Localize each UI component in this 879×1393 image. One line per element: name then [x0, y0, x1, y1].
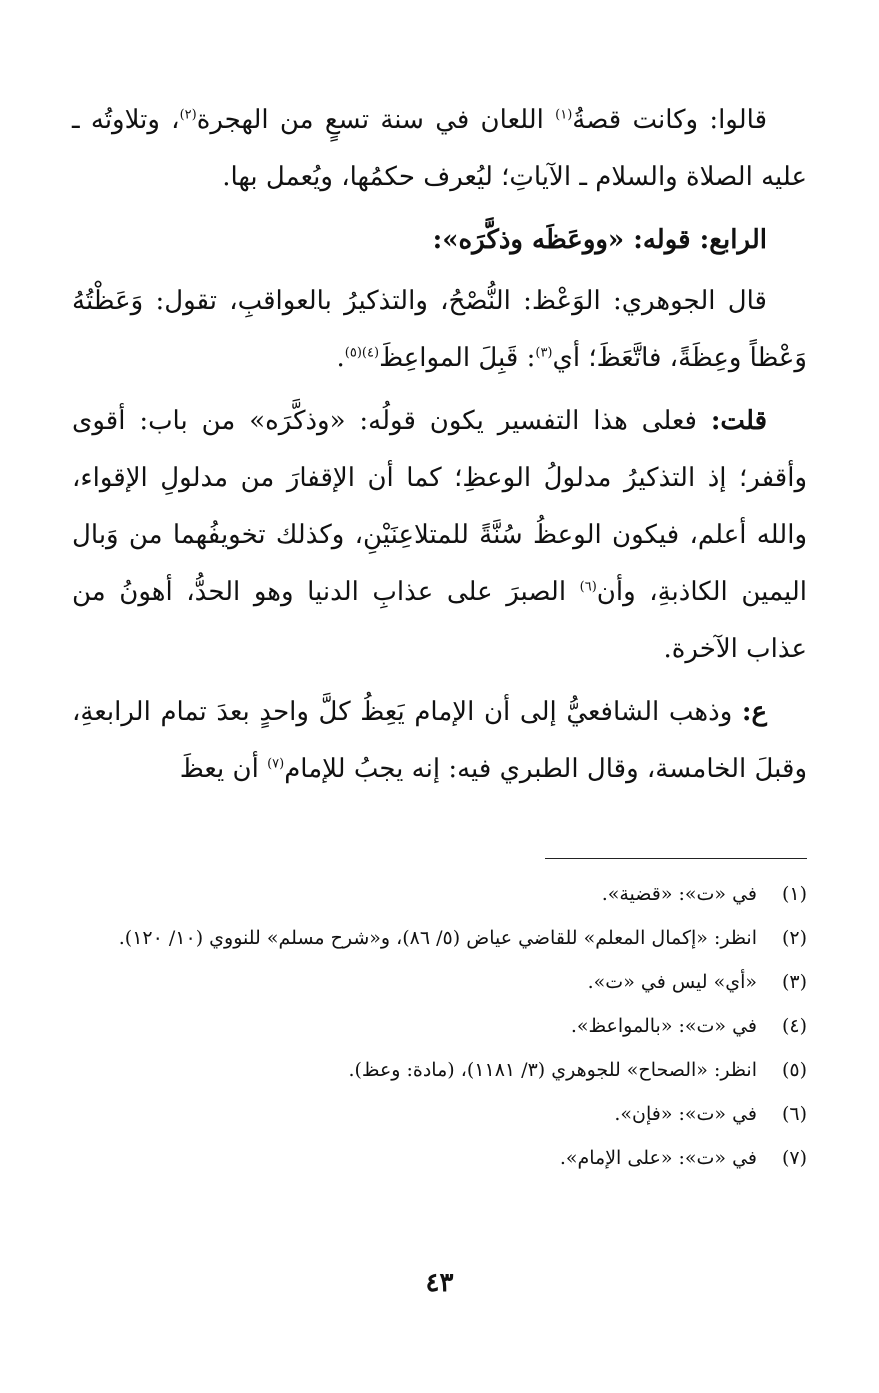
footnote-ref-2[interactable]: (٢): [179, 107, 197, 123]
footnote-number: (٣): [781, 971, 807, 993]
paragraph-2-text-3: .: [336, 343, 345, 373]
paragraph-1-text-3: ، وتلاوتُه ـ عليه الصلاة والسلام ـ الآياتِ؛ ليُعرف حكمُها، ويُعمل بها.: [72, 105, 807, 192]
footnote-text: انظر: «الصحاح» للجوهري (٣/ ١١٨١)، (مادة: وعظ).: [348, 1059, 757, 1081]
footnote-text: في «ت»: «قضية».: [601, 883, 757, 905]
page-number: ٤٣: [425, 1268, 454, 1298]
footnote-number: (٧): [781, 1147, 807, 1169]
section-heading: الرابع: قوله: «ووعَظَه وذكَّرَه»:: [432, 225, 767, 255]
footnotes: [72, 872, 807, 1180]
footnote-ref-1[interactable]: (١): [555, 107, 573, 123]
footnote-item: [72, 1048, 807, 1092]
footnote-number: (٥): [781, 1059, 807, 1081]
footnote-ref-4-5[interactable]: (٤)(٥): [344, 345, 380, 361]
footnote-separator: [545, 858, 807, 859]
paragraph-4-lead: ع:: [741, 697, 767, 727]
footnote-number: (٦): [781, 1103, 807, 1125]
paragraph-4-text-2: أن يعظَ: [179, 754, 268, 784]
paragraph-3-text-2: الصبرَ على عذابِ الدنيا وهو الحدُّ، أهونُ من عذاب الآخرة.: [72, 577, 807, 664]
paragraph-3-lead: قلت:: [710, 406, 767, 436]
footnote-number: (١): [781, 883, 807, 905]
footnote-text: في «ت»: «بالمواعظ».: [570, 1015, 757, 1037]
paragraph-3: [72, 393, 807, 678]
footnote-text: في «ت»: «على الإمام».: [559, 1147, 757, 1169]
footnote-item: [72, 1004, 807, 1048]
footnote-item: [72, 1092, 807, 1136]
paragraph-2-text-2: : قَبِلَ المواعِظَ: [379, 343, 536, 373]
paragraph-1-text: قالوا: وكانت قصةُ: [572, 105, 768, 135]
paragraph-2-text: قال الجوهري: الوَعْظ: النُّصْحُ، والتذكيرُ بالعواقبِ، تقول: وَعَظْتُهُ وَعْظاً وعِظَةً، فاتَّعَظَ؛ أي: [72, 286, 807, 373]
footnote-text: «أي» ليس في «ت».: [587, 971, 757, 993]
main-text: [72, 92, 807, 804]
paragraph-2: [72, 273, 807, 387]
paragraph-4-text: وذهب الشافعيُّ إلى أن الإمام يَعِظُ كلَّ واحدٍ بعدَ تمام الرابعةِ، وقبلَ الخامسة، وقال الطبري فيه: إنه يجبُ للإمام: [72, 697, 807, 784]
footnote-number: (٤): [781, 1015, 807, 1037]
footnote-item: [72, 960, 807, 1004]
footnote-ref-3[interactable]: (٣): [535, 345, 553, 361]
paragraph-3-text: فعلى هذا التفسير يكون قولُه: «وذكَّرَه» من باب: أقوى وأقفر؛ إذ التذكيرُ مدلولُ الوعظِ؛ كما أن الإقفارَ من مدلولِ الإقواء، والله أعلم، فيكون الوعظُ سُنَّةً للمتلاعِنَيْنِ، وكذلك تخويفُهما من وَبال اليمين الكاذبةِ، وأن: [72, 406, 807, 607]
footnote-item: [72, 1136, 807, 1180]
footnote-item: [72, 872, 807, 916]
footnote-item: [72, 916, 807, 960]
paragraph-1-text-2: اللعان في سنة تسعٍ من الهجرة: [196, 105, 556, 135]
paragraph-1: [72, 92, 807, 206]
footnote-text: انظر: «إكمال المعلم» للقاضي عياض (٥/ ٨٦)، و«شرح مسلم» للنووي (١٠/ ١٢٠).: [118, 927, 757, 949]
footnote-text: في «ت»: «فإن».: [614, 1103, 757, 1125]
paragraph-4: [72, 684, 807, 798]
footnote-number: (٢): [781, 927, 807, 949]
footnote-ref-6[interactable]: (٦): [579, 579, 597, 595]
footnote-ref-7[interactable]: (٧): [267, 756, 285, 772]
